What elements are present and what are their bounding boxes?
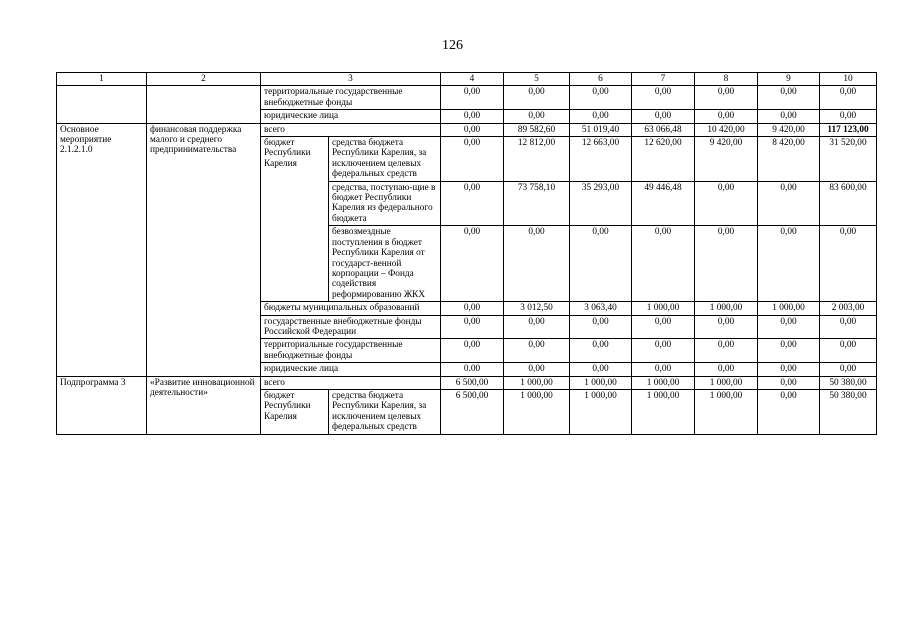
empty-cell [147,86,261,123]
value-cell: 0,00 [441,315,504,339]
row-label: всего [261,376,441,389]
value-cell: 1 000,00 [504,389,570,434]
measure-description: финансовая поддержка малого и среднего предпринимательства [147,123,261,376]
value-cell: 0,00 [695,86,758,110]
header-cell: 6 [570,73,632,86]
value-cell: 2 003,00 [820,302,877,315]
value-cell: 0,00 [820,363,877,376]
header-cell: 2 [147,73,261,86]
value-cell: 0,00 [632,315,695,339]
value-cell: 89 582,60 [504,123,570,136]
value-cell: 0,00 [441,137,504,182]
value-cell: 0,00 [632,226,695,302]
value-cell: 1 000,00 [504,376,570,389]
value-cell: 51 019,40 [570,123,632,136]
value-cell: 0,00 [758,86,820,110]
value-cell: 1 000,00 [695,389,758,434]
measure-name: Основное мероприятие 2.1.2.1.0 [57,123,147,376]
value-cell: 0,00 [441,181,504,226]
row-label: всего [261,123,441,136]
row-label: средства бюджета Республики Карелия, за исключением целевых федеральных средств [329,137,441,182]
value-cell: 0,00 [820,110,877,123]
header-row [57,73,877,86]
value-cell: 0,00 [758,363,820,376]
header-cell: 8 [695,73,758,86]
page-number: 126 [442,38,463,53]
value-cell: 0,00 [758,315,820,339]
value-cell: 117 123,00 [820,123,877,136]
value-cell: 49 446,48 [632,181,695,226]
table-row [57,376,877,389]
value-cell: 6 500,00 [441,376,504,389]
header-cell: 4 [441,73,504,86]
value-cell: 0,00 [441,226,504,302]
header-cell: 10 [820,73,877,86]
value-cell: 0,00 [570,339,632,363]
value-cell: 0,00 [570,315,632,339]
value-cell: 31 520,00 [820,137,877,182]
value-cell: 1 000,00 [632,389,695,434]
header-cell: 5 [504,73,570,86]
value-cell: 0,00 [632,86,695,110]
value-cell: 50 380,00 [820,389,877,434]
row-label: средства, поступаю-щие в бюджет Республики Карелия из федерального бюджета [329,181,441,226]
row-label: юридические лица [261,110,441,123]
value-cell: 0,00 [504,363,570,376]
value-cell: 3 012,50 [504,302,570,315]
value-cell: 9 420,00 [758,123,820,136]
value-cell: 1 000,00 [695,376,758,389]
value-cell: 0,00 [632,339,695,363]
value-cell: 8 420,00 [758,137,820,182]
value-cell: 0,00 [504,110,570,123]
value-cell: 0,00 [570,86,632,110]
value-cell: 0,00 [695,363,758,376]
row-label: территориальные государственные внебюджетные фонды [261,86,441,110]
value-cell: 12 663,00 [570,137,632,182]
header-cell: 3 [261,73,441,86]
row-label: территориальные государственные внебюджетные фонды [261,339,441,363]
value-cell: 0,00 [570,226,632,302]
value-cell: 3 063,40 [570,302,632,315]
value-cell: 35 293,00 [570,181,632,226]
budget-label: бюджет Республики Карелия [261,389,329,434]
value-cell: 0,00 [570,363,632,376]
empty-cell [57,86,147,123]
value-cell: 0,00 [441,110,504,123]
value-cell: 6 500,00 [441,389,504,434]
value-cell: 0,00 [632,363,695,376]
value-cell: 0,00 [758,181,820,226]
row-label: государственные внебюджетные фонды Российской Федерации [261,315,441,339]
value-cell: 63 066,48 [632,123,695,136]
table-row [57,123,877,136]
value-cell: 0,00 [504,86,570,110]
value-cell: 0,00 [632,110,695,123]
value-cell: 12 620,00 [632,137,695,182]
value-cell: 0,00 [441,302,504,315]
value-cell: 0,00 [695,339,758,363]
value-cell: 1 000,00 [632,302,695,315]
value-cell: 1 000,00 [570,376,632,389]
header-cell: 9 [758,73,820,86]
value-cell: 1 000,00 [758,302,820,315]
table-row [57,86,877,110]
value-cell: 1 000,00 [570,389,632,434]
row-label: юридические лица [261,363,441,376]
value-cell: 0,00 [820,339,877,363]
value-cell: 0,00 [695,226,758,302]
subprogram-description: «Развитие инновационной деятельности» [147,376,261,434]
budget-label: бюджет Республики Карелия [261,137,329,302]
value-cell: 0,00 [570,110,632,123]
subprogram-name: Подпрограмма 3 [57,376,147,434]
value-cell: 0,00 [758,376,820,389]
value-cell: 0,00 [441,339,504,363]
value-cell: 0,00 [758,339,820,363]
header-cell: 1 [57,73,147,86]
value-cell: 0,00 [758,110,820,123]
value-cell: 0,00 [695,110,758,123]
value-cell: 1 000,00 [695,302,758,315]
value-cell: 50 380,00 [820,376,877,389]
value-cell: 0,00 [504,315,570,339]
value-cell: 1 000,00 [632,376,695,389]
row-label: средства бюджета Республики Карелия, за исключением целевых федеральных средств [329,389,441,434]
value-cell: 0,00 [758,389,820,434]
value-cell: 0,00 [820,86,877,110]
value-cell: 0,00 [820,315,877,339]
value-cell: 0,00 [695,181,758,226]
value-cell: 0,00 [441,86,504,110]
value-cell: 0,00 [820,226,877,302]
value-cell: 0,00 [504,339,570,363]
value-cell: 0,00 [504,226,570,302]
header-cell: 7 [632,73,695,86]
value-cell: 12 812,00 [504,137,570,182]
value-cell: 0,00 [441,123,504,136]
value-cell: 10 420,00 [695,123,758,136]
value-cell: 0.00 [441,363,504,376]
value-cell: 83 600,00 [820,181,877,226]
budget-table [56,72,877,435]
value-cell: 0,00 [695,315,758,339]
value-cell: 9 420,00 [695,137,758,182]
row-label: безвозмездные поступления в бюджет Республики Карелия от государст-венной корпорации – Фонда содействия реформированию ЖКХ [329,226,441,302]
row-label: бюджеты муниципальных образований [261,302,441,315]
value-cell: 0,00 [758,226,820,302]
value-cell: 73 758,10 [504,181,570,226]
